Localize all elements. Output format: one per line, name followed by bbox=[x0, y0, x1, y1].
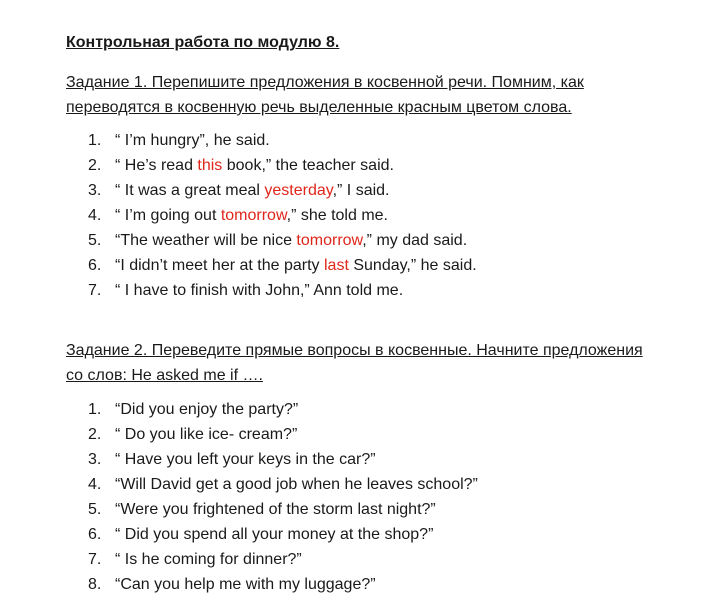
task1-item bbox=[88, 228, 477, 253]
document-title: Контрольная работа по модулю 8. bbox=[66, 34, 340, 51]
item-text: “ I’m hungry”, he said. bbox=[115, 132, 270, 149]
task1-item bbox=[88, 253, 477, 278]
task2-item bbox=[88, 397, 478, 422]
task2-item bbox=[88, 572, 478, 597]
task1-item bbox=[88, 203, 477, 228]
task2-heading bbox=[66, 338, 698, 388]
item-text-before: “I didn’t meet her at the party bbox=[115, 257, 324, 274]
task1-heading-line1: Задание 1. Перепишите предложения в косвенной речи. Помним, как bbox=[66, 74, 584, 91]
task1-item bbox=[88, 153, 477, 178]
task1-item bbox=[88, 278, 477, 303]
item-text-after: book,” the teacher said. bbox=[222, 157, 394, 174]
item-number: 2. bbox=[88, 426, 102, 443]
item-number: 7. bbox=[88, 551, 102, 568]
item-text: “ I have to finish with John,” Ann told me. bbox=[115, 282, 404, 299]
item-number: 1. bbox=[88, 401, 102, 418]
task2-heading-line1: Задание 2. Переведите прямые вопросы в косвенные. Начните предложения bbox=[66, 342, 643, 359]
task1-heading-line2: переводятся в косвенную речь выделенные красным цветом слова. bbox=[66, 99, 572, 116]
item-text: “ Did you spend all your money at the shop?” bbox=[115, 526, 434, 543]
item-number: 3. bbox=[88, 451, 102, 468]
highlighted-word: tomorrow bbox=[220, 207, 287, 224]
item-number: 4. bbox=[88, 207, 102, 224]
item-text: “Will David get a good job when he leaves school?” bbox=[115, 476, 478, 493]
task2-item bbox=[88, 497, 478, 522]
task2-item bbox=[88, 547, 478, 572]
item-text-after: ,” she told me. bbox=[286, 207, 388, 224]
item-text-before: “The weather will be nice bbox=[115, 232, 297, 249]
highlighted-word: this bbox=[197, 157, 223, 174]
item-text: “Were you frightened of the storm last night?” bbox=[115, 501, 436, 518]
item-text-after: Sunday,” he said. bbox=[348, 257, 477, 274]
task2-question-list bbox=[88, 397, 478, 597]
item-text-before: “ I’m going out bbox=[115, 207, 221, 224]
task2-item bbox=[88, 447, 478, 472]
item-text-before: “ He’s read bbox=[115, 157, 198, 174]
item-number: 3. bbox=[88, 182, 102, 199]
item-number: 7. bbox=[88, 282, 102, 299]
task2-item bbox=[88, 422, 478, 447]
task1-item bbox=[88, 128, 477, 153]
task1-item bbox=[88, 178, 477, 203]
item-number: 5. bbox=[88, 232, 102, 249]
item-text-before: “ It was a great meal bbox=[115, 182, 265, 199]
item-text-after: ,” I said. bbox=[332, 182, 390, 199]
item-number: 8. bbox=[88, 576, 102, 593]
item-text-after: ,” my dad said. bbox=[362, 232, 468, 249]
item-text: “ Do you like ice- cream?” bbox=[115, 426, 298, 443]
highlighted-word: yesterday bbox=[264, 182, 333, 199]
highlighted-word: last bbox=[324, 257, 349, 274]
task2-heading-line2: со слов: He asked me if …. bbox=[66, 367, 263, 384]
item-number: 2. bbox=[88, 157, 102, 174]
highlighted-word: tomorrow bbox=[296, 232, 363, 249]
item-text: “Did you enjoy the party?” bbox=[115, 401, 299, 418]
task2-item bbox=[88, 472, 478, 497]
item-number: 5. bbox=[88, 501, 102, 518]
item-text: “ Have you left your keys in the car?” bbox=[115, 451, 376, 468]
item-text: “ Is he coming for dinner?” bbox=[115, 551, 302, 568]
task1-sentence-list bbox=[88, 128, 477, 303]
item-text: “Can you help me with my luggage?” bbox=[115, 576, 376, 593]
task2-item bbox=[88, 522, 478, 547]
item-number: 6. bbox=[88, 257, 102, 274]
task1-heading bbox=[66, 70, 698, 120]
item-number: 4. bbox=[88, 476, 102, 493]
item-number: 1. bbox=[88, 132, 102, 149]
item-number: 6. bbox=[88, 526, 102, 543]
